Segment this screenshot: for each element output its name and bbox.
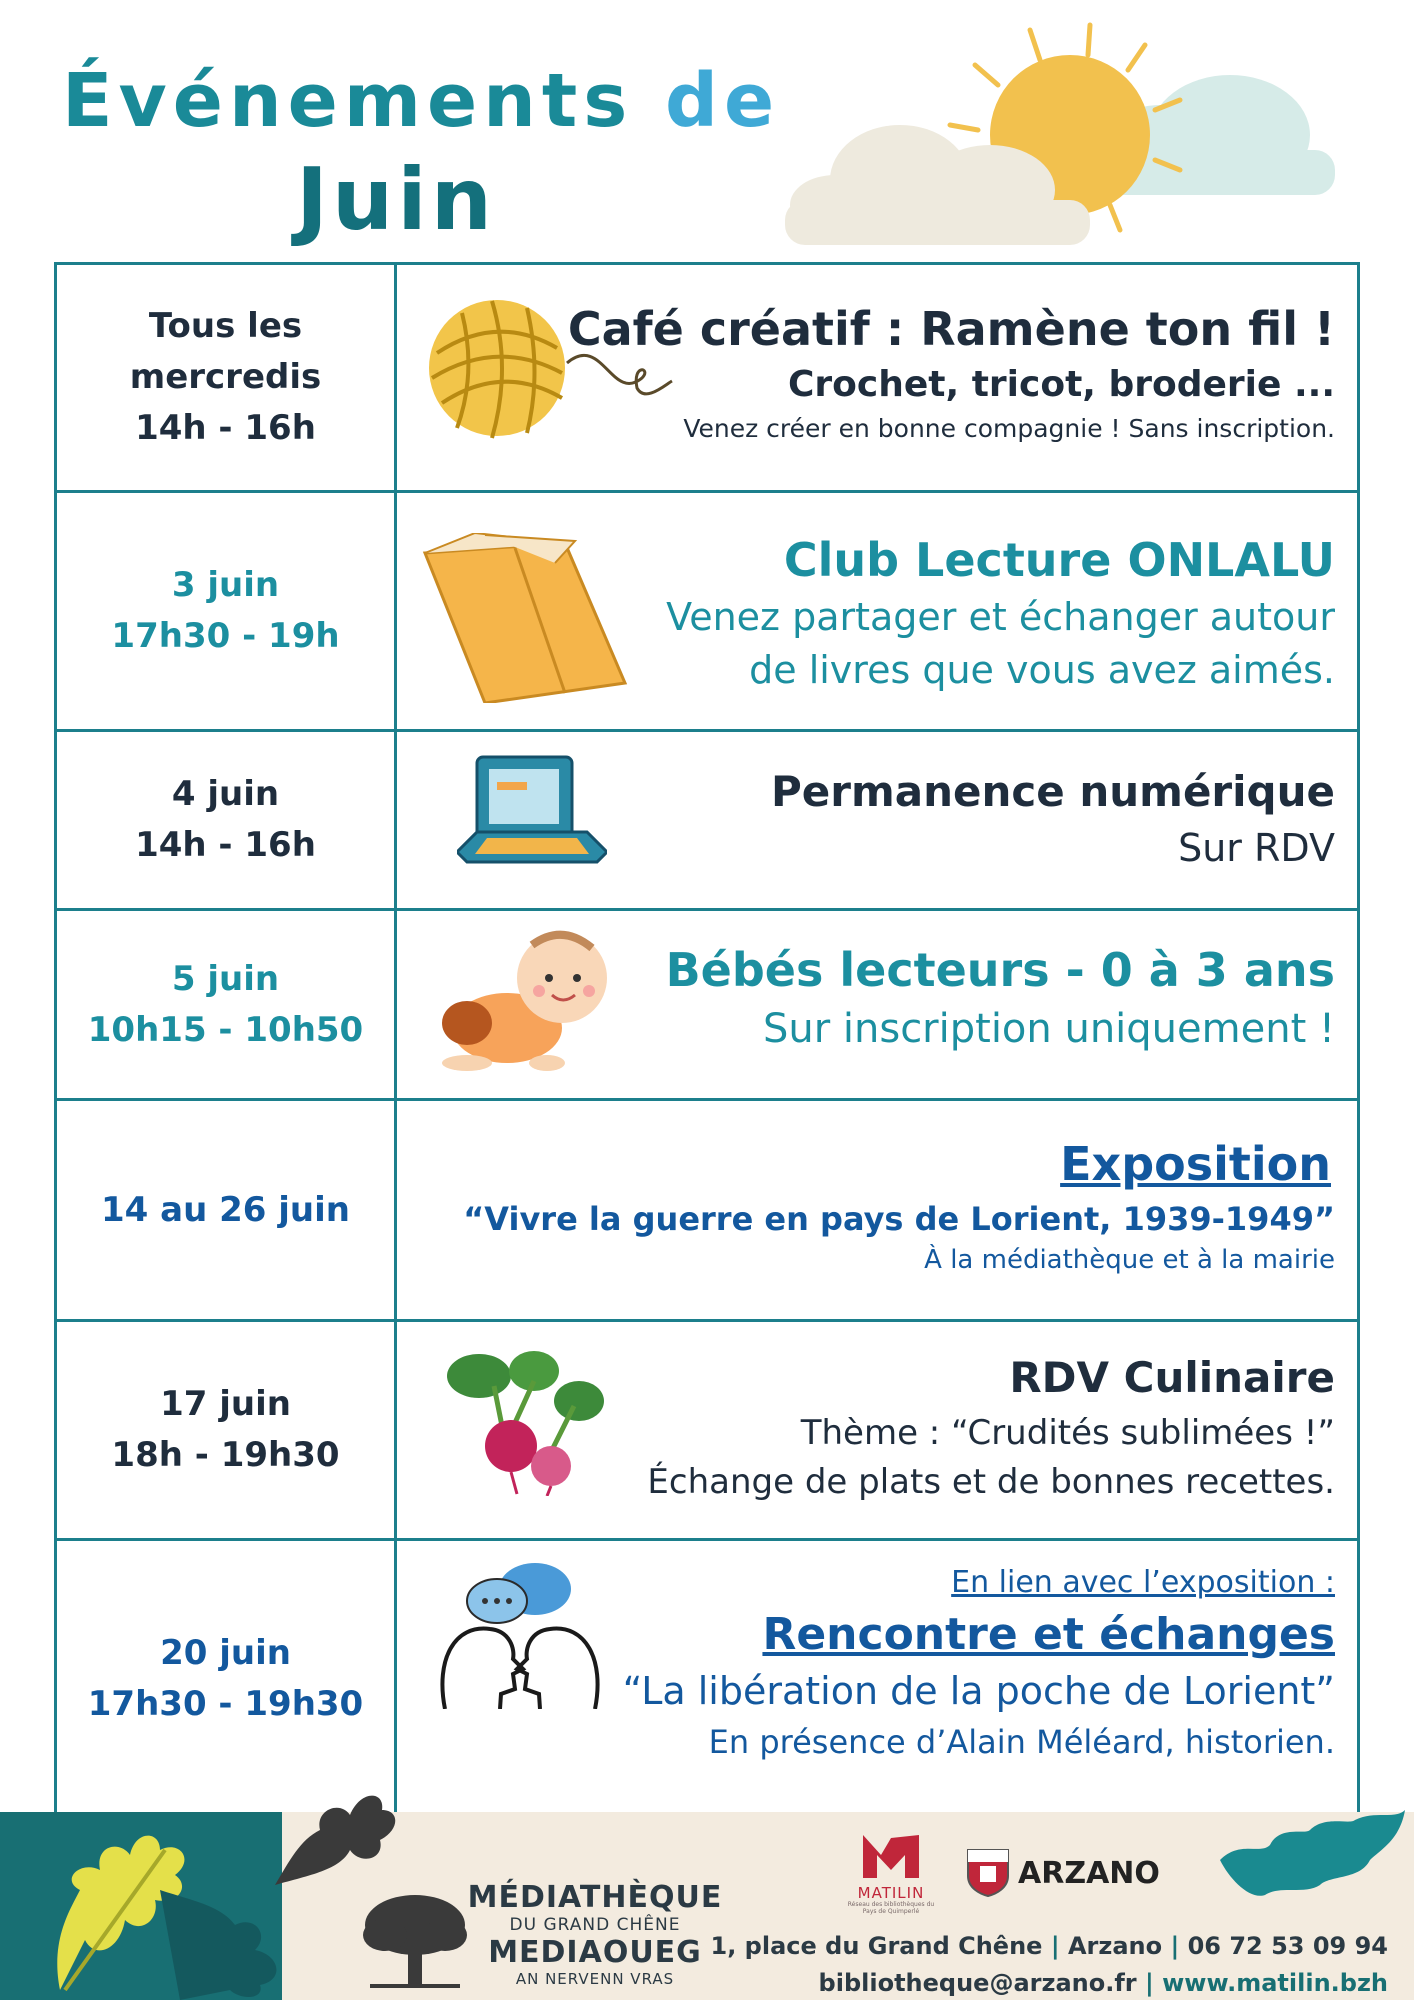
event-row-rencontre — [57, 1541, 1357, 1817]
event-subtitle: Crochet, tricot, broderie ... — [787, 363, 1335, 405]
event-content — [771, 764, 1335, 876]
event-title: Exposition — [1060, 1137, 1331, 1191]
event-title: RDV Culinaire — [1009, 1353, 1335, 1402]
event-title: Rencontre et échanges — [762, 1608, 1335, 1660]
event-row-rdv-culinaire — [57, 1322, 1357, 1541]
email-link[interactable]: bibliotheque@arzano.fr — [818, 1969, 1137, 1998]
event-subtitle: “Vivre la guerre en pays de Lorient, 1939-1949” — [463, 1199, 1335, 1238]
schedule-table — [54, 262, 1360, 1820]
event-detail: Échange de plats et de bonnes recettes. — [647, 1462, 1335, 1503]
event-detail: Sur RDV — [1178, 825, 1335, 870]
book-icon — [415, 533, 635, 703]
laptop-icon — [457, 752, 607, 882]
event-date: 4 juin 14h - 16h — [57, 732, 397, 908]
arzano-crest-icon — [966, 1848, 1010, 1898]
event-content — [463, 1135, 1335, 1278]
arzano-logo — [966, 1848, 1160, 1898]
event-row-exposition — [57, 1101, 1357, 1322]
event-detail: Venez créer en bonne compagnie ! Sans inscription. — [683, 413, 1335, 443]
event-row-permanence-numerique — [57, 732, 1357, 911]
title-events: Événements — [62, 58, 634, 144]
event-detail: Sur inscription uniquement ! — [762, 1005, 1335, 1052]
event-title: Club Lecture ONLALU — [783, 533, 1335, 587]
address-line: 1, place du Grand Chêne | Arzano | 06 72 53 09 94 — [710, 1932, 1388, 1960]
event-content — [666, 531, 1335, 697]
tree-logo-icon — [360, 1890, 470, 1990]
matilin-m-icon — [861, 1830, 921, 1880]
event-detail: Thème : “Crudités sublimées !” — [800, 1412, 1335, 1453]
title-month: Juin — [296, 150, 496, 250]
event-date: 5 juin 10h15 - 10h50 — [57, 911, 397, 1098]
matilin-logo — [846, 1830, 936, 1915]
event-content — [647, 1350, 1335, 1507]
oak-leaf-dark-icon — [270, 1780, 400, 1890]
baby-icon — [437, 923, 637, 1083]
arzano-label: ARZANO — [1018, 1855, 1160, 1891]
event-content — [666, 941, 1335, 1057]
event-content — [568, 301, 1335, 446]
event-date: 3 juin 17h30 - 19h — [57, 493, 397, 729]
page-title — [0, 0, 800, 250]
event-detail: de livres que vous avez aimés. — [749, 647, 1335, 692]
sun-clouds-illustration — [760, 20, 1380, 260]
address: 1, place du Grand Chêne — [710, 1932, 1043, 1960]
title-line-1 — [62, 58, 780, 144]
event-title: Café créatif : Ramène ton fil ! — [567, 302, 1335, 356]
conversation-icon — [435, 1559, 605, 1709]
event-row-bebes-lecteurs — [57, 911, 1357, 1101]
radish-icon — [439, 1346, 609, 1496]
event-title: Bébés lecteurs - 0 à 3 ans — [665, 943, 1335, 997]
event-title: Permanence numérique — [771, 767, 1335, 816]
event-date: 14 au 26 juin — [57, 1101, 397, 1319]
matilin-label: MATILIN — [857, 1884, 925, 1902]
town: Arzano — [1067, 1932, 1163, 1960]
event-date: 20 juin 17h30 - 19h30 — [57, 1541, 397, 1817]
matilin-tagline: Réseau des bibliothèques du Pays de Quimperlé — [847, 1901, 935, 1915]
event-detail: À la médiathèque et à la mairie — [924, 1245, 1335, 1276]
website-link[interactable]: www.matilin.bzh — [1162, 1969, 1388, 1998]
event-row-club-lecture — [57, 493, 1357, 732]
event-content — [623, 1561, 1335, 1765]
event-row-cafe-creatif — [57, 265, 1357, 493]
phone[interactable]: 06 72 53 09 94 — [1187, 1932, 1388, 1960]
oak-leaf-teal-icon — [160, 1880, 300, 2000]
event-detail: En présence d’Alain Méléard, historien. — [708, 1722, 1335, 1761]
contact-info — [711, 1928, 1389, 2000]
event-detail: “La libération de la poche de Lorient” — [622, 1668, 1335, 1713]
web-line: bibliotheque@arzano.fr | www.matilin.bzh — [818, 1969, 1388, 1998]
event-date: Tous les mercredis 14h - 16h — [57, 265, 397, 490]
title-de: de — [665, 58, 781, 144]
event-pretitle: En lien avec l’exposition : — [951, 1565, 1335, 1600]
event-detail: Venez partager et échanger autour — [666, 594, 1335, 639]
library-name: MÉDIATHÈQUE DU GRAND CHÊNE MEDIAOUEG AN NERVENN VRAS — [467, 1880, 723, 1988]
oak-leaf-right-icon — [1210, 1800, 1410, 1900]
event-date: 17 juin 18h - 19h30 — [57, 1322, 397, 1538]
